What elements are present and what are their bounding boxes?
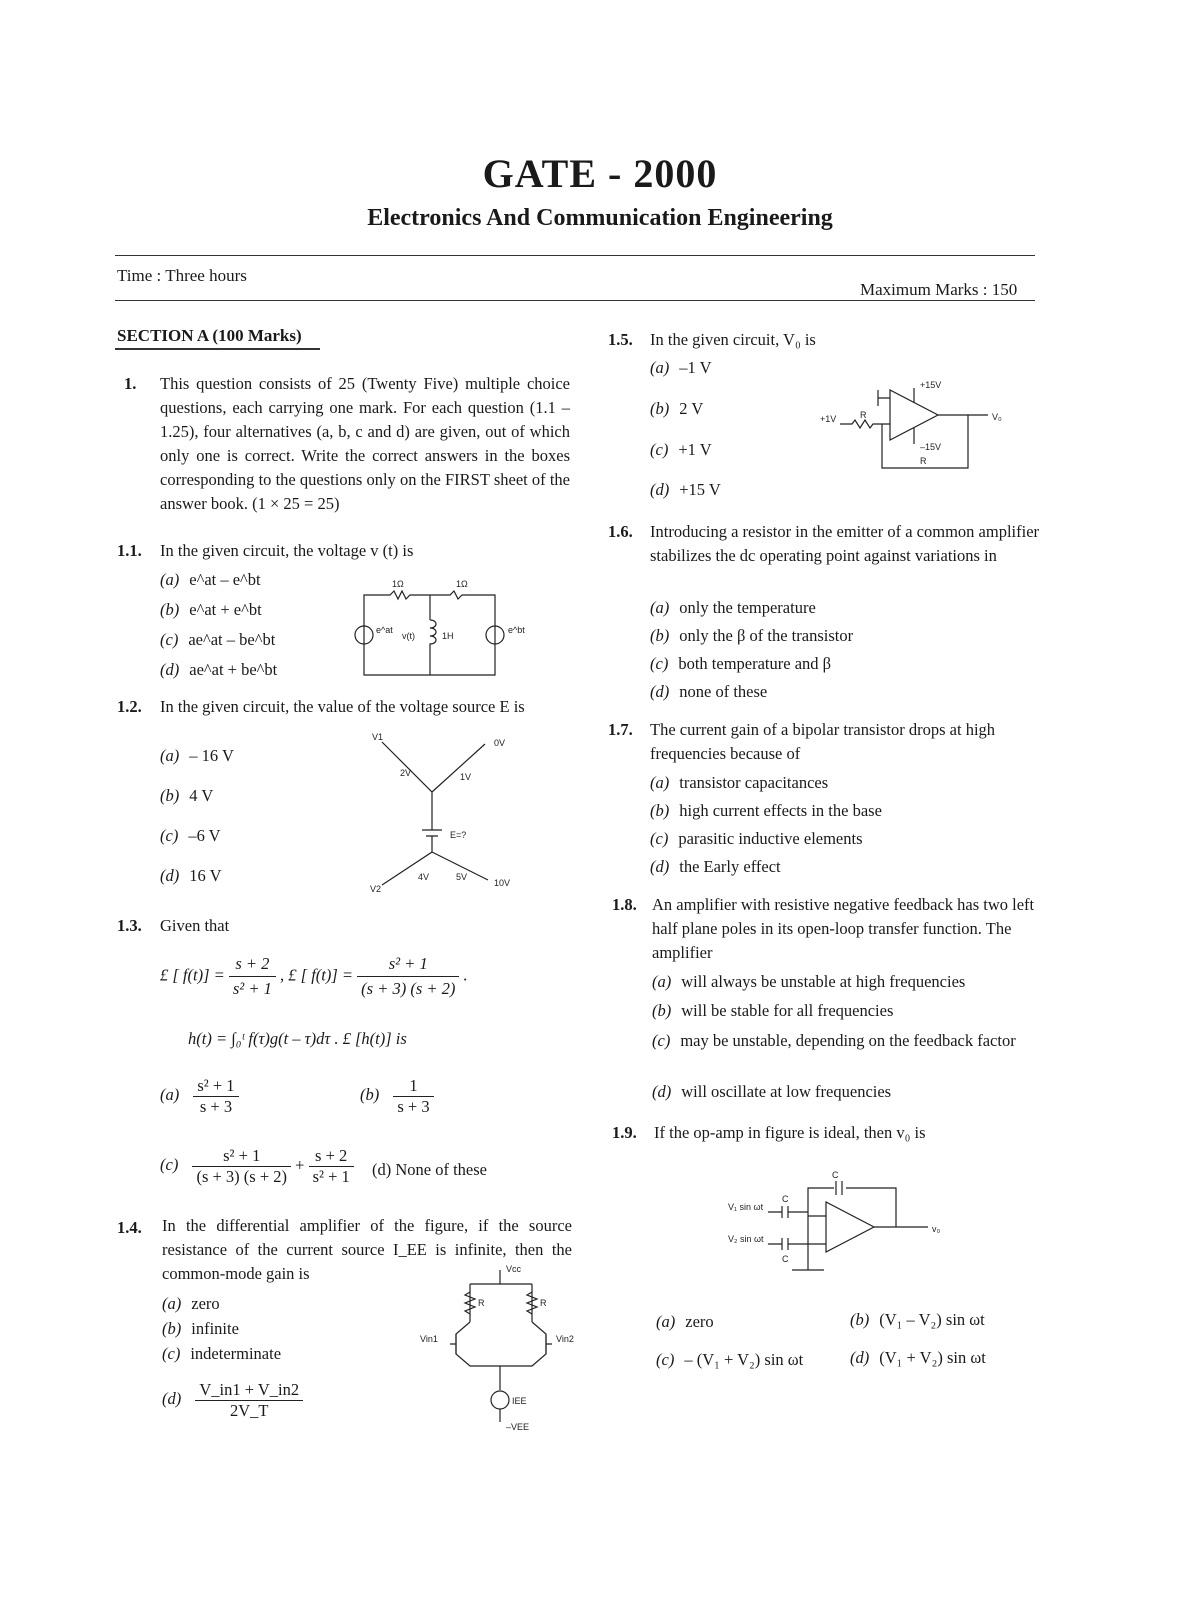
- option-a[interactable]: (a) transistor capacitances: [650, 773, 829, 792]
- section-heading: SECTION A (100 Marks): [117, 326, 302, 345]
- option-d[interactable]: (d) $\frac{V\_in1 + V\_in2}{2V\_T}$: [162, 1380, 303, 1421]
- svg-text:1H: 1H: [442, 631, 454, 641]
- option-b[interactable]: (b) infinite: [162, 1319, 239, 1338]
- svg-text:V2: V2: [370, 884, 382, 894]
- svg-text:1V: 1V: [460, 772, 472, 782]
- option-c[interactable]: (c) parasitic inductive elements: [650, 829, 863, 848]
- differential-amplifier-diagram: [420, 1262, 590, 1432]
- svg-text:+15V: +15V: [920, 380, 942, 390]
- svg-text:5V: 5V: [456, 872, 468, 882]
- option-b[interactable]: (b) only the β of the transistor: [650, 626, 854, 645]
- page-title: GATE - 2000: [482, 151, 718, 196]
- svg-text:e^at: e^at: [376, 625, 393, 635]
- option-a[interactable]: (a) will always be unstable at high frequencies: [652, 972, 966, 991]
- battery-network-diagram: [370, 730, 520, 895]
- question-text: In the given circuit, the value of the voltage source E is: [160, 697, 525, 716]
- option-a[interactable]: (a) only the temperature: [650, 598, 816, 617]
- option-c[interactable]: (c) indeterminate: [162, 1344, 282, 1363]
- svg-text:Vcc: Vcc: [506, 1264, 522, 1274]
- question-number: 1.1.: [117, 541, 142, 560]
- option-b[interactable]: (b) (V₁ – V₂) sin ωt: [850, 1310, 985, 1329]
- option-b[interactable]: (b) 2 V: [650, 399, 704, 418]
- option-a[interactable]: (a) zero: [162, 1294, 220, 1313]
- svg-text:R: R: [540, 1298, 547, 1308]
- option-c[interactable]: (c) –6 V: [160, 826, 221, 845]
- option-d[interactable]: (d) will oscillate at low frequencies: [652, 1082, 892, 1101]
- svg-text:C: C: [832, 1170, 839, 1180]
- option-c[interactable]: (c) +1 V: [650, 440, 712, 459]
- svg-text:Vin2: Vin2: [556, 1334, 574, 1344]
- option-a[interactable]: (a) zero: [656, 1312, 714, 1331]
- svg-text:4V: 4V: [418, 872, 430, 882]
- convolution-definition: h(t) = ∫₀ᵗ f(τ)g(t – τ)dτ . £ [h(t)] is: [188, 1029, 407, 1048]
- option-d[interactable]: (d) ae^at + be^bt: [160, 660, 278, 679]
- question-number: 1.9.: [612, 1123, 637, 1142]
- question-text: The current gain of a bipolar transistor drops at high frequencies because of: [650, 720, 996, 763]
- page-subtitle: Electronics And Communication Engineering: [367, 205, 833, 231]
- question-number: 1.4.: [117, 1218, 142, 1237]
- op-amp-integrator-diagram: [728, 1172, 948, 1282]
- question-text: If the op-amp in figure is ideal, then v₀ is: [654, 1123, 926, 1142]
- svg-text:R: R: [920, 456, 927, 466]
- question-text: An amplifier with resistive negative feedback has two left half plane poles in its open-loop transfer function. The amplifier: [652, 895, 1035, 962]
- option-d[interactable]: (d) none of these: [650, 682, 768, 701]
- svg-text:C: C: [782, 1254, 789, 1264]
- option-d[interactable]: (d) (V₁ + V₂) sin ωt: [850, 1348, 986, 1367]
- svg-text:10V: 10V: [494, 878, 511, 888]
- svg-text:V₂ sin ωt: V₂ sin ωt: [728, 1234, 764, 1244]
- op-amp-circuit-diagram: [820, 378, 1010, 488]
- divider: [115, 255, 1035, 256]
- svg-text:v(t): v(t): [402, 631, 415, 641]
- max-marks-label: Maximum Marks : 150: [860, 280, 1018, 299]
- svg-text:R: R: [860, 410, 867, 420]
- given-equation: £ [ f(t)] = $\frac{s + 2}{\text{s² + 1}}$ , £ [ f(t)] = $\frac{\text{s² + 1}}{(s + 3) (s + 2)}$ .: [160, 954, 468, 998]
- question-number: 1.2.: [117, 697, 142, 716]
- svg-text:R: R: [478, 1298, 485, 1308]
- svg-text:E=?: E=?: [450, 830, 467, 840]
- option-c[interactable]: (c) may be unstable, depending on the feedback factor: [652, 1031, 1016, 1050]
- svg-text:–VEE: –VEE: [506, 1422, 530, 1432]
- option-a[interactable]: (a) – 16 V: [160, 746, 234, 765]
- option-c[interactable]: (c) $\frac{\text{s² + 1}}{(s + 3) (s + 2)}$ + $\frac{s + 2}{\text{s² + 1}}$: [160, 1146, 354, 1187]
- svg-text:V₀: V₀: [992, 412, 1002, 422]
- time-label: Time : Three hours: [117, 266, 247, 285]
- question-text: In the given circuit, the voltage v (t) is: [160, 541, 414, 560]
- svg-text:2V: 2V: [400, 768, 412, 778]
- option-b[interactable]: (b) 4 V: [160, 786, 214, 805]
- question-text: Introducing a resistor in the emitter of a common amplifier stabilizes the dc operating point against variations in: [650, 522, 1040, 565]
- option-d[interactable]: (d) +15 V: [650, 480, 721, 499]
- option-a[interactable]: (a) e^at – e^bt: [160, 570, 261, 589]
- svg-text:V1: V1: [372, 732, 384, 742]
- option-d[interactable]: (d) 16 V: [160, 866, 222, 885]
- svg-text:0V: 0V: [494, 738, 506, 748]
- option-a[interactable]: (a) $\frac{\text{s² + 1}}{s + 3}$: [160, 1076, 239, 1117]
- question-number: 1.: [124, 374, 137, 393]
- svg-text:1Ω: 1Ω: [392, 579, 404, 589]
- option-d[interactable]: (d) the Early effect: [650, 857, 781, 876]
- svg-text:Vin1: Vin1: [420, 1334, 438, 1344]
- question-text: In the given circuit, V₀ is: [650, 330, 816, 349]
- svg-text:e^bt: e^bt: [508, 625, 525, 635]
- question-text: Given that: [160, 916, 230, 935]
- option-a[interactable]: (a) –1 V: [650, 358, 712, 377]
- question-number: 1.6.: [608, 522, 633, 541]
- option-b[interactable]: (b) $\frac{1}{s + 3}$: [360, 1076, 434, 1117]
- svg-text:–15V: –15V: [920, 442, 942, 452]
- question-number: 1.7.: [608, 720, 633, 739]
- option-c[interactable]: (c) ae^at – be^bt: [160, 630, 276, 649]
- svg-text:+1V: +1V: [820, 414, 837, 424]
- option-c[interactable]: (c) both temperature and β: [650, 654, 832, 673]
- section-underline: [115, 348, 320, 350]
- rl-circuit-diagram: [350, 575, 530, 685]
- svg-text:v₀: v₀: [932, 1224, 941, 1234]
- option-b[interactable]: (b) will be stable for all frequencies: [652, 1001, 894, 1020]
- svg-text:V₁ sin ωt: V₁ sin ωt: [728, 1202, 764, 1212]
- option-c[interactable]: (c) – (V₁ + V₂) sin ωt: [656, 1350, 804, 1369]
- svg-text:IEE: IEE: [512, 1396, 527, 1406]
- question-text: This question consists of 25 (Twenty Five) multiple choice questions, each carrying one mark. For each question (1.1 – 1.25), four alternatives (a, b, c and d) are given, out of which only one is correct. Write the correct answers in the boxes corresponding to the questions only on the FIRST sheet of the answer book. (1 × 25 = 25): [160, 374, 570, 513]
- question-number: 1.5.: [608, 330, 633, 349]
- svg-text:C: C: [782, 1194, 789, 1204]
- option-d[interactable]: (d) None of these: [372, 1160, 488, 1179]
- question-number: 1.8.: [612, 895, 637, 914]
- divider: [115, 300, 1035, 301]
- option-b[interactable]: (b) e^at + e^bt: [160, 600, 262, 619]
- question-number: 1.3.: [117, 916, 142, 935]
- svg-text:1Ω: 1Ω: [456, 579, 468, 589]
- question-text: In the differential amplifier of the figure, if the source resistance of the current source I_EE is infinite, then the common-mode gain is: [162, 1216, 572, 1283]
- option-b[interactable]: (b) high current effects in the base: [650, 801, 882, 820]
